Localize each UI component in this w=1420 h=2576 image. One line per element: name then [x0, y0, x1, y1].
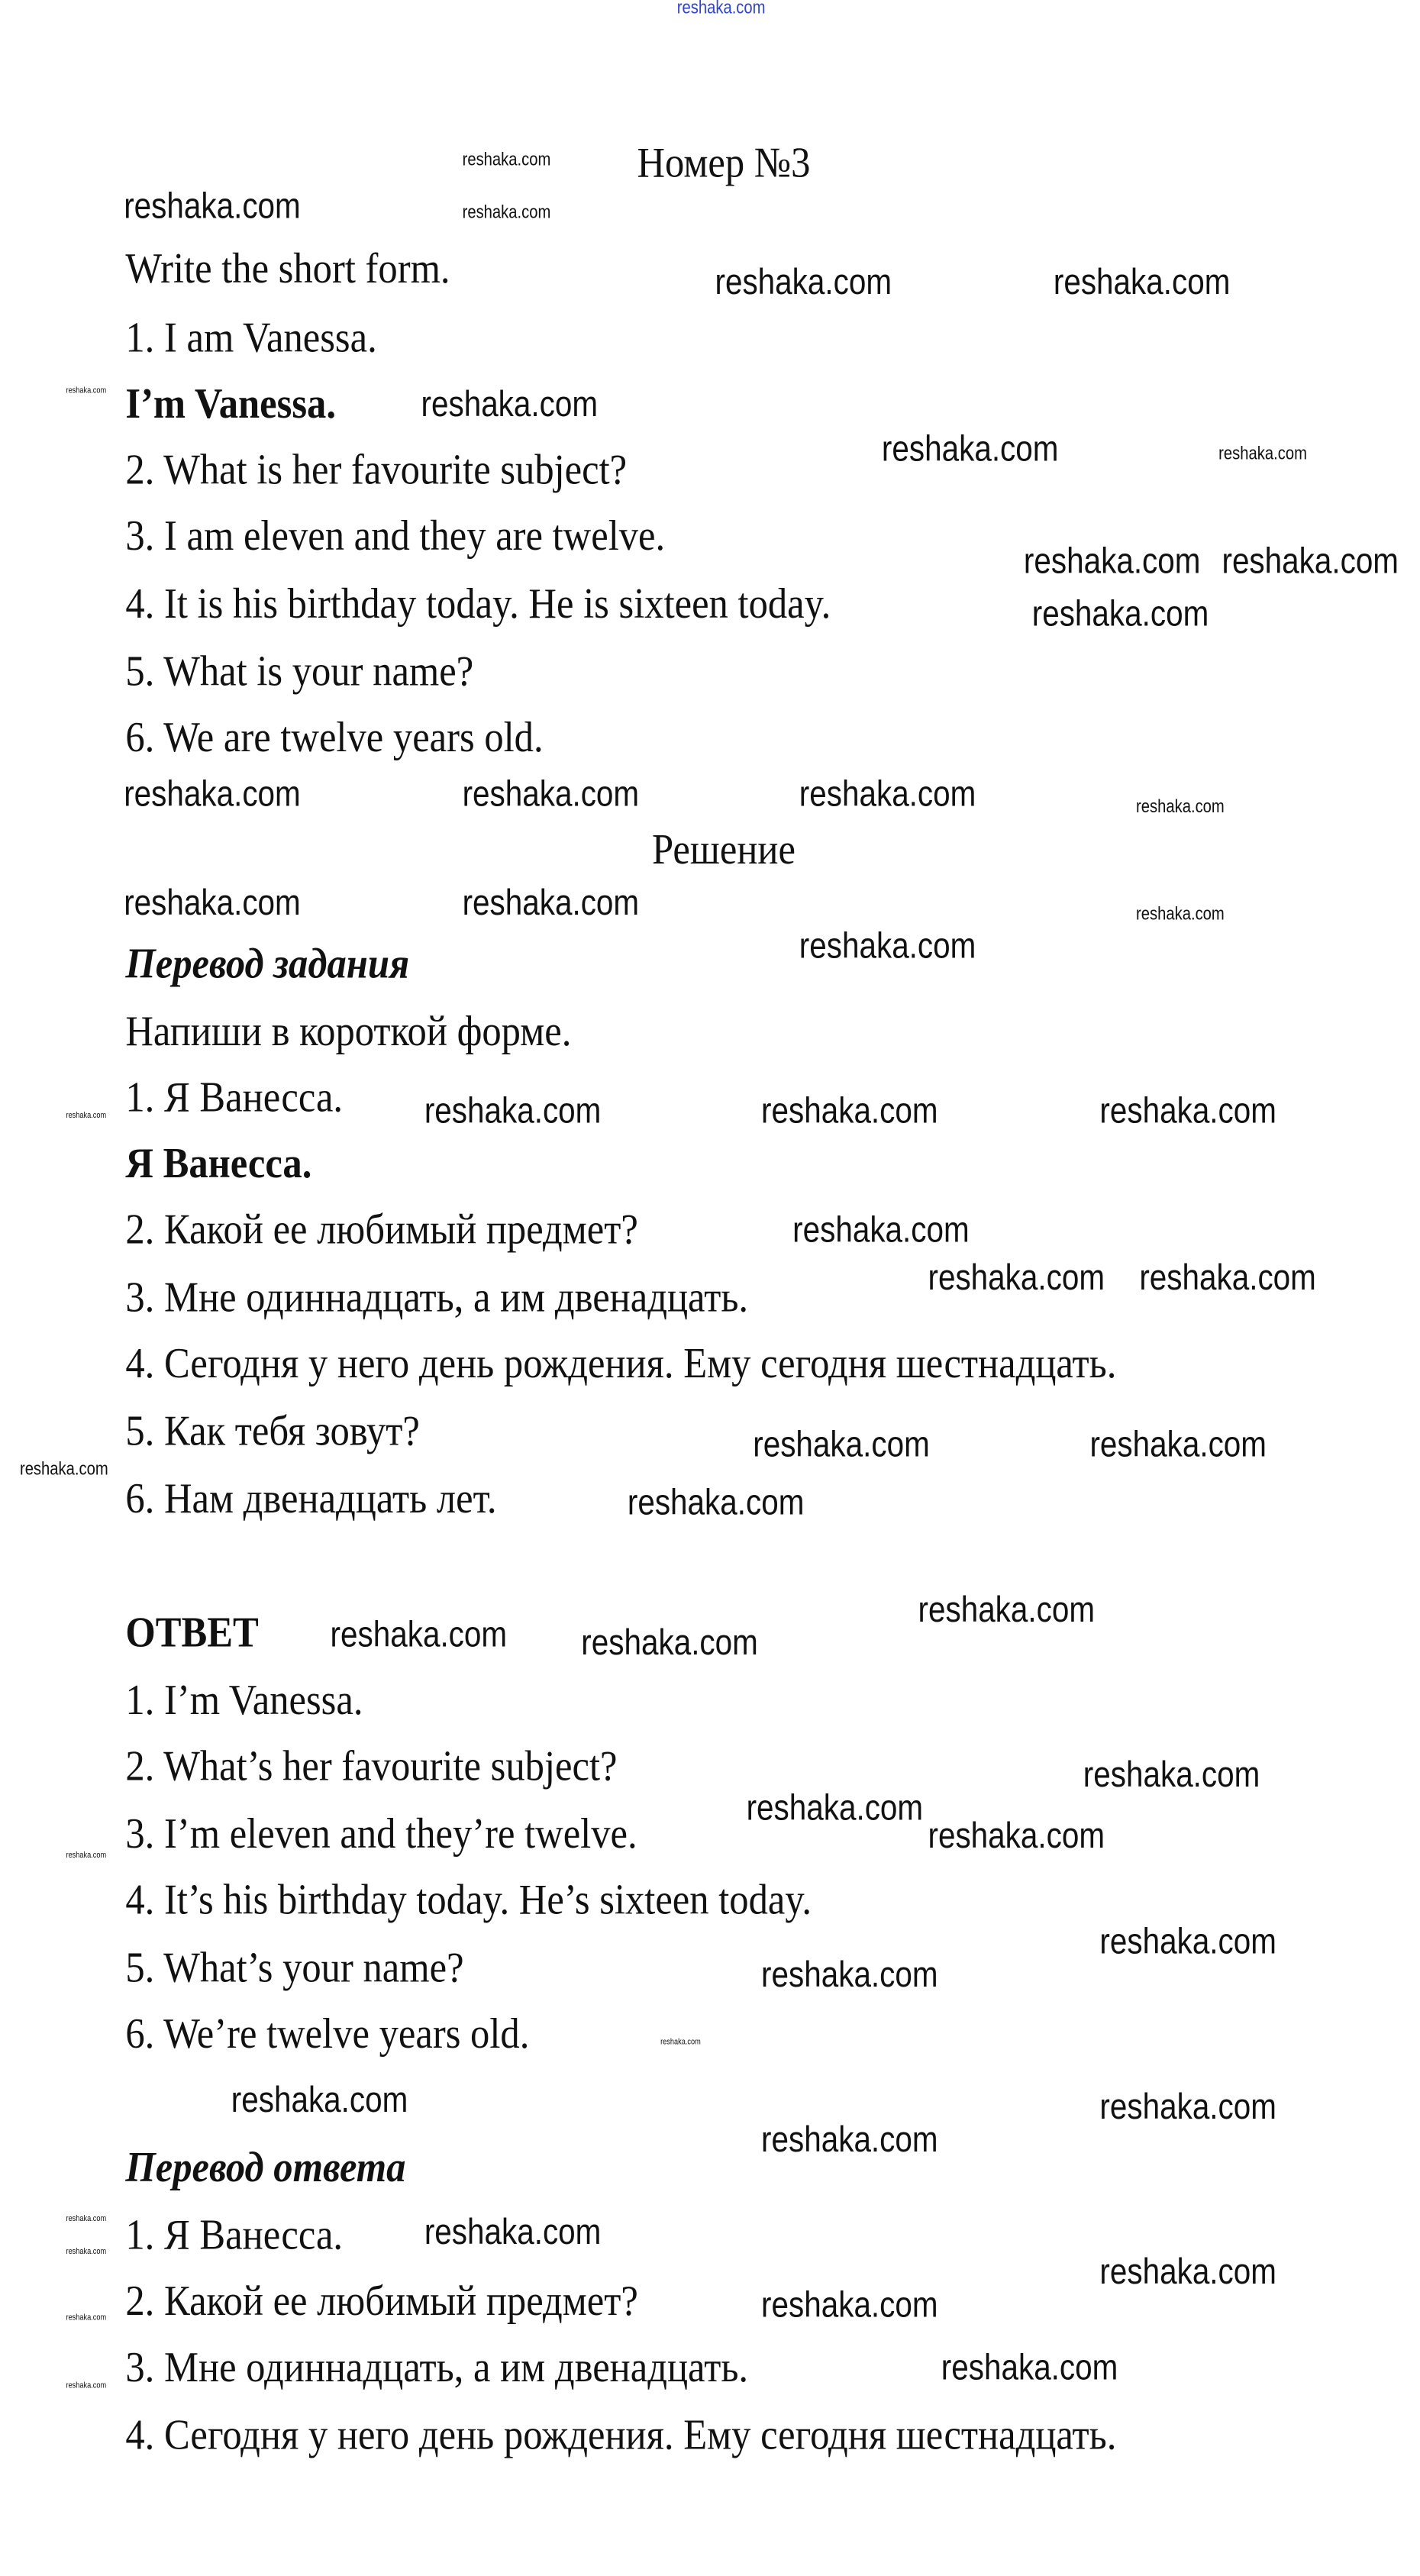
translation-item: 1. Я Ванесса. [125, 1073, 344, 1122]
page-title: Номер №3 [637, 138, 811, 187]
translation-heading: Перевод задания [125, 939, 410, 988]
watermark: reshaka.com [761, 1953, 938, 1995]
watermark: reshaka.com [928, 1814, 1105, 1856]
watermark: reshaka.com [1089, 1423, 1267, 1465]
answer-translation-item: 2. Какой ее любимый предмет? [125, 2277, 638, 2326]
watermark: reshaka.com [66, 1111, 107, 1122]
watermark: reshaka.com [1023, 540, 1201, 582]
watermark: reshaka.com [124, 773, 301, 815]
watermark: reshaka.com [799, 773, 976, 815]
answer-item: 6. We’re twelve years old. [125, 2009, 530, 2058]
answer-item: 3. I’m eleven and they’re twelve. [125, 1809, 637, 1858]
watermark: reshaka.com [761, 1089, 938, 1131]
watermark: reshaka.com [462, 881, 640, 924]
answer-translation-heading: Перевод ответа [125, 2143, 406, 2192]
watermark: reshaka.com [1031, 592, 1209, 634]
watermark: reshaka.com [1053, 260, 1231, 302]
watermark: reshaka.com [66, 2214, 107, 2225]
watermark: reshaka.com [1136, 797, 1225, 818]
watermark: reshaka.com [928, 1256, 1105, 1298]
watermark: reshaka.com [66, 386, 107, 397]
translation-item: 6. Нам двенадцать лет. [125, 1474, 497, 1523]
watermark: reshaka.com [462, 150, 551, 170]
watermark: reshaka.com [753, 1423, 930, 1465]
watermark: reshaka.com [462, 773, 640, 815]
solution-heading: Решение [651, 825, 796, 874]
answer-translation-item: 3. Мне одиннадцать, а им двенадцать. [125, 2343, 749, 2391]
task-item: 2. What is her favourite subject? [125, 445, 628, 494]
watermark: reshaka.com [1222, 540, 1399, 582]
task-example: I’m Vanessa. [125, 379, 336, 428]
answer-item: 1. I’m Vanessa. [125, 1676, 363, 1724]
watermark: reshaka.com [1099, 2250, 1276, 2292]
task-item: 3. I am eleven and they are twelve. [125, 512, 666, 560]
watermark: reshaka.com [330, 1613, 508, 1655]
watermark: reshaka.com [421, 383, 599, 424]
translation-item: 5. Как тебя зовут? [125, 1406, 420, 1455]
watermark: reshaka.com [1083, 1753, 1260, 1795]
watermark: reshaka.com [761, 2284, 938, 2326]
answer-heading: ОТВЕТ [125, 1608, 259, 1657]
watermark: reshaka.com [881, 428, 1059, 470]
task-item: 5. What is your name? [125, 647, 474, 696]
task-instruction: Write the short form. [125, 244, 450, 292]
watermark: reshaka.com [124, 185, 301, 227]
watermark: reshaka.com [941, 2346, 1118, 2388]
watermark: reshaka.com [1218, 444, 1307, 464]
watermark: reshaka.com [799, 925, 976, 967]
watermark: reshaka.com [124, 881, 301, 924]
watermark: reshaka.com [424, 2210, 602, 2253]
translation-item: 4. Сегодня у него день рождения. Ему сегодня шестнадцать. [125, 1339, 1117, 1387]
watermark: reshaka.com [66, 2313, 107, 2324]
answer-translation-item: 4. Сегодня у него день рождения. Ему сегодня шестнадцать. [125, 2410, 1117, 2459]
watermark: reshaka.com [19, 1459, 108, 1480]
watermark: reshaka.com [581, 1621, 758, 1663]
watermark: reshaka.com [1136, 905, 1225, 925]
translation-instruction: Напиши в короткой форме. [125, 1007, 572, 1056]
translation-example: Я Ванесса. [125, 1139, 312, 1188]
watermark: reshaka.com [918, 1588, 1096, 1630]
watermark: reshaka.com [462, 203, 551, 223]
watermark-top-link[interactable]: reshaka.com [676, 0, 766, 18]
answer-item: 5. What’s your name? [125, 1943, 464, 1992]
translation-item: 2. Какой ее любимый предмет? [125, 1205, 638, 1254]
answer-item: 4. It’s his birthday today. He’s sixteen today. [125, 1875, 812, 1924]
watermark: reshaka.com [66, 2381, 107, 2391]
watermark: reshaka.com [761, 2118, 938, 2160]
watermark: reshaka.com [1099, 1920, 1276, 1962]
watermark: reshaka.com [66, 1851, 107, 1861]
task-item: 6. We are twelve years old. [125, 713, 544, 762]
task-item: 1. I am Vanessa. [125, 313, 377, 362]
watermark: reshaka.com [1139, 1256, 1316, 1298]
watermark: reshaka.com [1099, 2085, 1276, 2127]
answer-item: 2. What’s her favourite subject? [125, 1742, 618, 1790]
watermark: reshaka.com [424, 1089, 602, 1131]
watermark: reshaka.com [66, 2247, 107, 2258]
task-item: 4. It is his birthday today. He is sixteen today. [125, 579, 831, 628]
watermark: reshaka.com [660, 2037, 701, 2048]
watermark: reshaka.com [746, 1787, 924, 1829]
answer-translation-item: 1. Я Ванесса. [125, 2210, 344, 2259]
watermark: reshaka.com [792, 1209, 970, 1251]
watermark: reshaka.com [1099, 1089, 1276, 1131]
watermark: reshaka.com [627, 1481, 805, 1523]
watermark: reshaka.com [715, 260, 892, 302]
watermark: reshaka.com [231, 2078, 408, 2121]
translation-item: 3. Мне одиннадцать, а им двенадцать. [125, 1273, 749, 1322]
